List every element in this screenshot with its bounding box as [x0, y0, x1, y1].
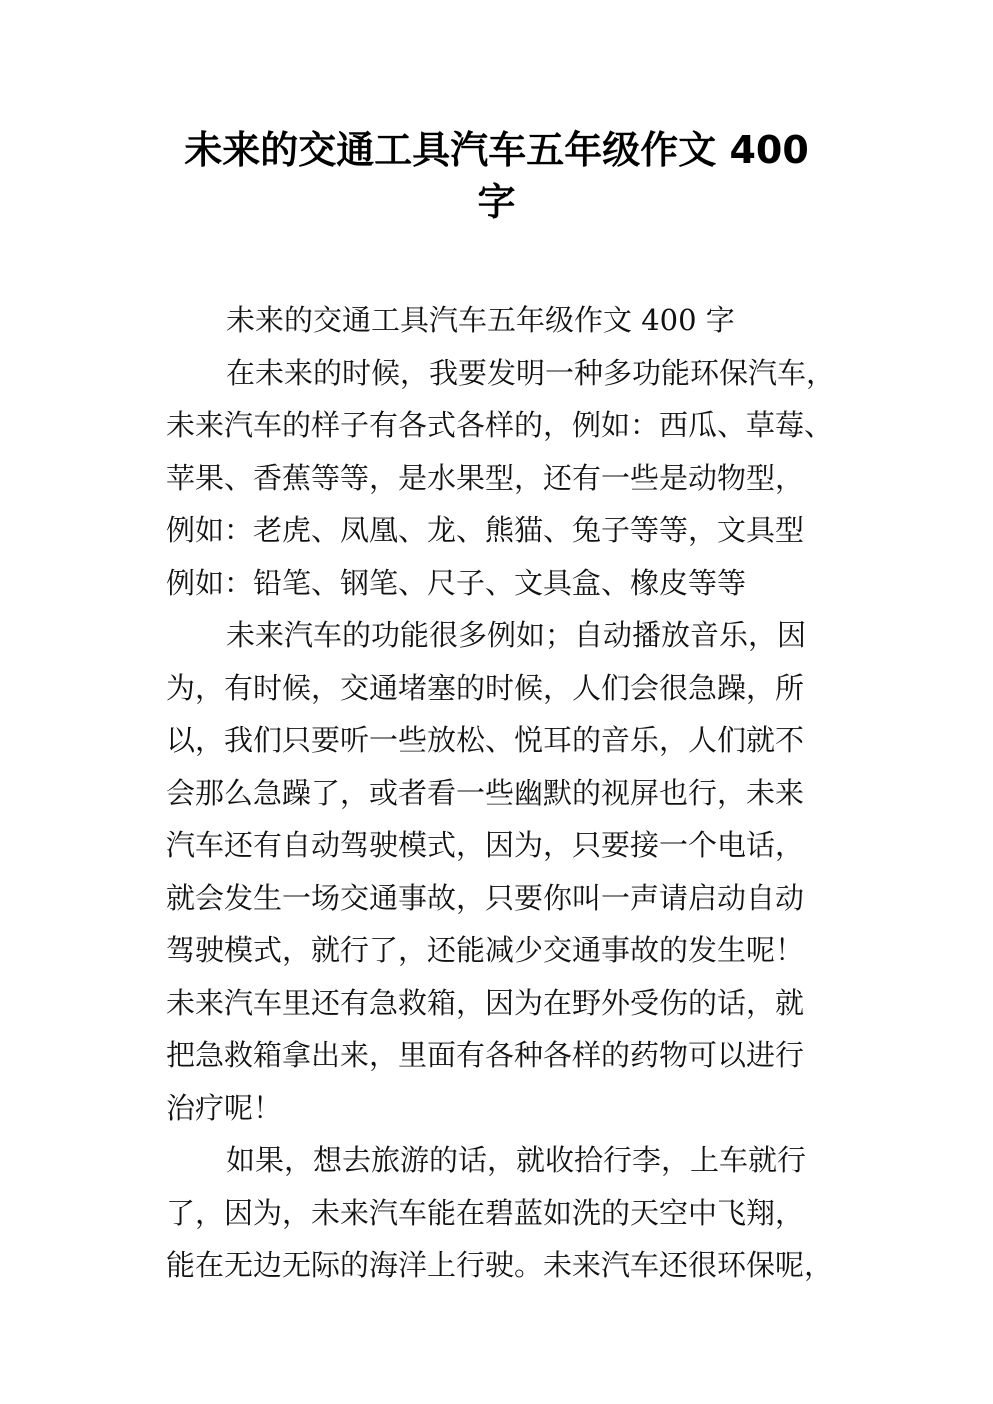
body-line: 治疗呢！	[166, 1090, 283, 1125]
body-line: 未来的交通工具汽车五年级作文 400 字	[226, 303, 735, 337]
body-line: 为，有时候，交通堵塞的时候，人们会很急躁，所	[166, 670, 805, 705]
body-line: 以，我们只要听一些放松、悦耳的音乐，人们就不	[166, 723, 805, 757]
body-line: 例如：铅笔、钢笔、尺子、文具盒、橡皮等等	[166, 565, 747, 600]
title-line-1: 未来的交通工具汽车五年级作文 400	[184, 128, 809, 172]
body-line: 驾驶模式，就行了，还能减少交通事故的发生呢！	[166, 933, 805, 967]
body-line: 在未来的时候，我要发明一种多功能环保汽车，	[226, 355, 836, 390]
title-line-2: 字	[477, 180, 516, 224]
body-line: 如果，想去旅游的话，就收拾行李，上车就行	[226, 1143, 807, 1177]
body-line: 未来汽车里还有急救箱，因为在野外受伤的话，就	[166, 985, 805, 1020]
body-line: 了，因为，未来汽车能在碧蓝如洗的天空中飞翔，	[166, 1195, 805, 1230]
body-line: 未来汽车的样子有各式各样的，例如：西瓜、草莓、	[166, 408, 834, 442]
document-title	[0, 124, 993, 228]
body-line: 例如：老虎、凤凰、龙、熊猫、兔子等等，文具型	[166, 513, 805, 547]
body-line: 汽车还有自动驾驶模式，因为，只要接一个电话，	[166, 828, 805, 862]
body-line: 会那么急躁了，或者看一些幽默的视屏也行，未来	[166, 775, 805, 810]
body-line: 把急救箱拿出来，里面有各种各样的药物可以进行	[166, 1038, 805, 1072]
body-line: 未来汽车的功能很多例如；自动播放音乐，因	[226, 618, 807, 652]
document-body	[166, 294, 846, 1292]
body-line: 苹果、香蕉等等，是水果型，还有一些是动物型，	[166, 460, 805, 495]
body-line: 就会发生一场交通事故，只要你叫一声请启动自动	[166, 880, 805, 915]
body-line: 能在无边无际的海洋上行驶。未来汽车还很环保呢，	[166, 1248, 834, 1282]
